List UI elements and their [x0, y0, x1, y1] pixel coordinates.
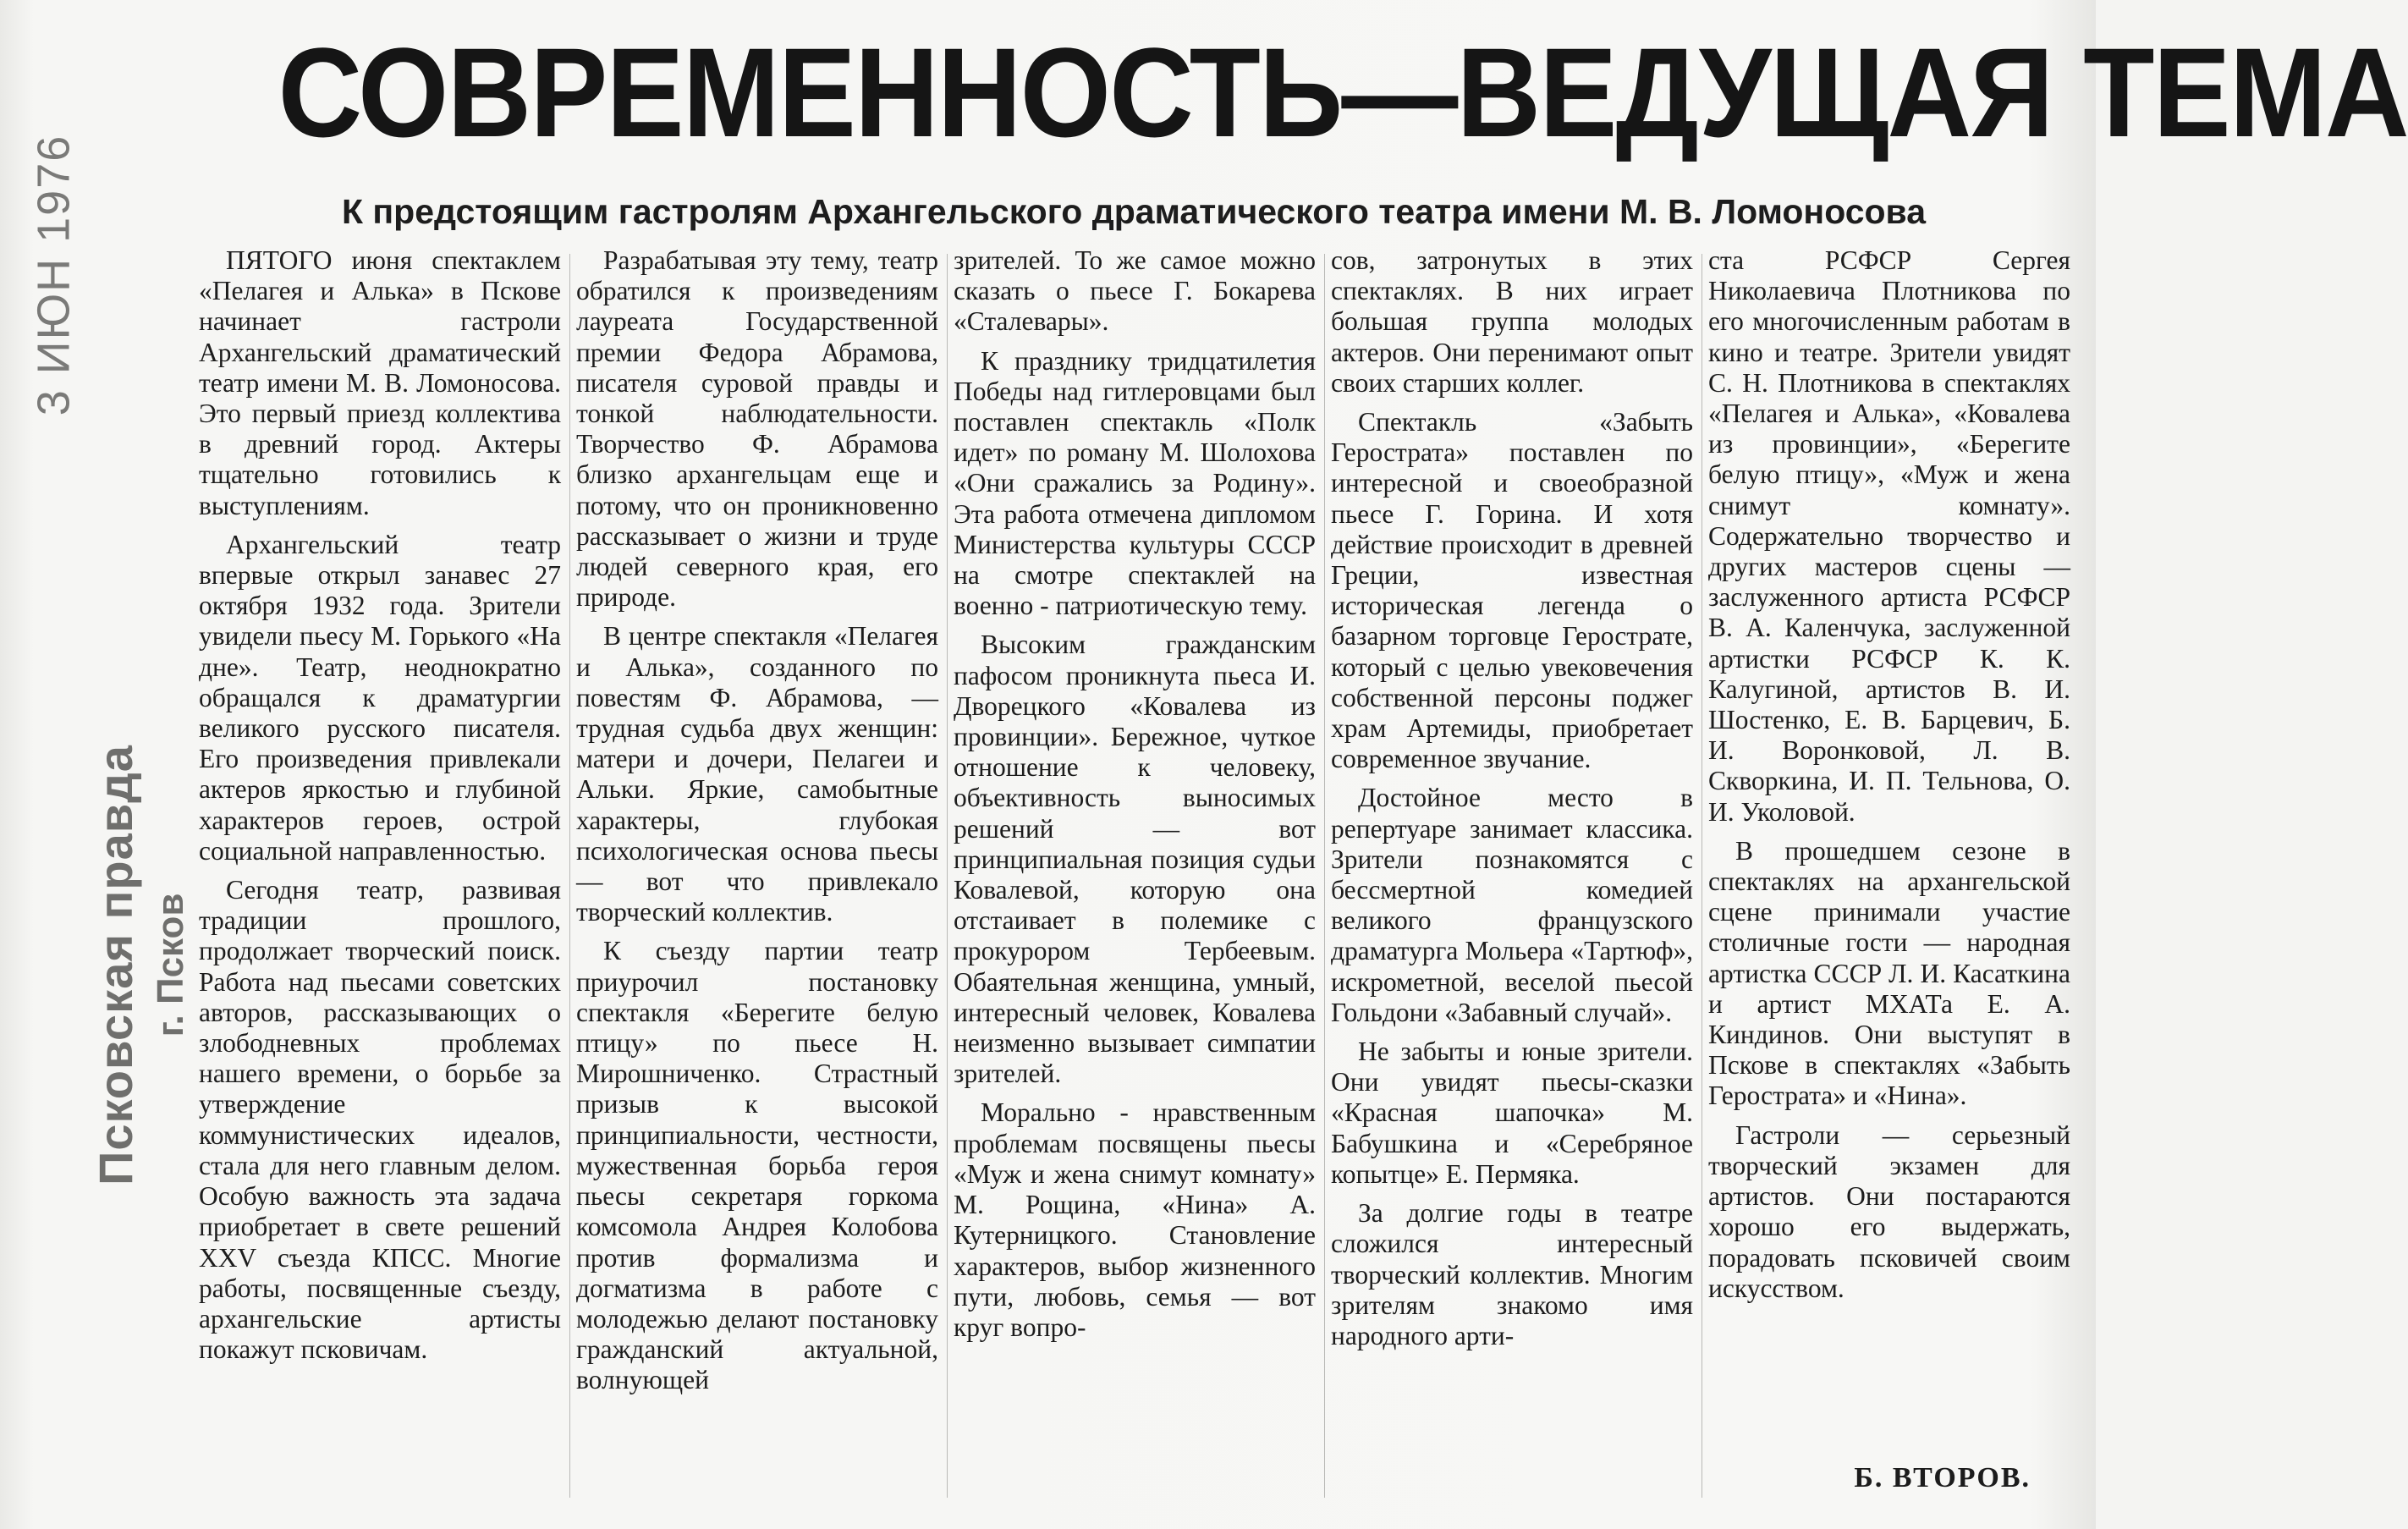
article-column-5: [1708, 245, 2070, 1506]
paragraph: Не забыты и юные зрители. Они увидят пьесы-сказки «Красная шапочка» М. Бабушкина и «Серебряное копытце» Е. Пермяка.: [1331, 1037, 1693, 1189]
paragraph: ПЯТОГО июня спектаклем «Пелагея и Алька» в Пскове начинает гастроли Архангельский драматический театр имени М. В. Ломоносова. Это первый приезд коллектива в древний город. Актеры тщательно готовились к выступлениям.: [199, 245, 561, 520]
article-column-2: [576, 245, 938, 1506]
article-author: Б. ВТОРОВ.: [1854, 1462, 2031, 1493]
paragraph: зрителей. То же самое можно сказать о пьесе Г. Бокарева «Сталевары».: [954, 245, 1316, 337]
source-city: г. Псков: [149, 893, 191, 1037]
paragraph: Высоким гражданским пафосом проникнута пьеса И. Дворецкого «Ковалева из провинции». Бережное, чуткое отношение к человеку, объективность выносимых решений — вот принципиальная позиция судьи Ковалевой, которую она отстаивает в полемике с прокурором Тербеевым. Обаятельная женщина, умный, интересный человек, Ковалева неизменно вызывает симпатии зрителей.: [954, 630, 1316, 1089]
paragraph: Гастроли — серьезный творческий экзамен для артистов. Они постараются хорошо его выдержать, порадовать псковичей своим искусством.: [1708, 1119, 2070, 1303]
article-body: [199, 245, 2073, 1515]
paragraph: К съезду партии театр приурочил постановку спектакля «Берегите белую птицу» по пьесе Н. Мирошниченко. Страстный призыв к высокой принципиальности, честности, мужественная борьба героя пьесы секретаря горкома комсомола Андрея Колобова против формализма и догматизма в работе с молодежью делают постановку гражданский актуальной, волнующей: [576, 936, 938, 1395]
date-stamp: [15, 76, 91, 474]
paragraph: ста РСФСР Сергея Николаевича Плотникова по его многочисленным работам в кино и театре. Зрители увидят С. Н. Плотникова в спектаклях «Пелагея и Алька», «Ковалева из провинции», «Берегите белую птицу», «Муж и жена снимут комнату». Содержательно творчество и других мастеров сцены — заслуженного артиста РСФСР В. А. Каленчука, заслуженной артистки РСФСР К. К. Калугиной, артистов В. И. Шостенко, Е. В. Барцевич, Б. И. Воронковой, Л. В. Скворкина, И. П. Тельнова, О. И. Уколовой.: [1708, 245, 2070, 827]
column-divider: [569, 254, 570, 1498]
column-divider: [947, 254, 948, 1498]
article-column-1: [199, 245, 561, 1506]
source-newspaper-name: Псковская правда: [88, 744, 142, 1185]
article-column-4: [1331, 245, 1693, 1506]
column-divider: [1324, 254, 1325, 1498]
paragraph: сов, затронутых в этих спектаклях. В них играет большая группа молодых актеров. Они перенимают опыт своих старших коллег.: [1331, 245, 1693, 398]
paragraph: Архангельский театр впервые открыл занавес 27 октября 1932 года. Зрители увидели пьесу М. Горького «На дне». Театр, неоднократно обращался к драматургии великого русского писателя. Его произведения привлекали актеров яркостью и глубиной характеров героев, острой социальной направленностью.: [199, 529, 561, 866]
paragraph: Достойное место в репертуаре занимает классика. Зрители познакомятся с бессмертной комедией великого французского драматурга Мольера «Тартюф», искрометной, веселой пьесой Гольдони «Забавный случай».: [1331, 783, 1693, 1027]
paragraph: К празднику тридцатилетия Победы над гитлеровцами был поставлен спектакль «Полк идет» по роману М. Шолохова «Они сражались за Родину». Эта работа отмечена дипломом Министерства культуры СССР на смотре спектаклей на военно - патриотическую тему.: [954, 345, 1316, 621]
paragraph: Спектакль «Забыть Герострата» поставлен по интересной и своеобразной пьесе Г. Горина. И хотя действие происходит в древней Греции, известная историческая легенда о базарном торговце Герострате, который с целью увековечения собственной персоны поджег храм Артемиды, приобретает современное звучание.: [1331, 407, 1693, 774]
article-headline: СОВРЕМЕННОСТЬ—ВЕДУЩАЯ ТЕМА: [278, 21, 2408, 163]
article-subheadline: К предстоящим гастролям Архангельского драматического театра имени М. В. Ломоносова: [341, 192, 1927, 231]
paragraph: Морально - нравственным проблемам посвящены пьесы «Муж и жена снимут комнату» М. Рощина, «Нина» А. Кутерницкого. Становление характеров, выбор жизненного пути, любовь, семья — вот круг вопро-: [954, 1097, 1316, 1342]
paragraph: Разрабатывая эту тему, театр обратился к произведениям лауреата Государственной премии Федора Абрамова, писателя суровой правды и тонкой наблюдательности. Творчество Ф. Абрамова близко архангельцам еще и потому, что он проникновенно рассказывает о жизни и труде людей северного края, его природе.: [576, 245, 938, 613]
paragraph: В центре спектакля «Пелагея и Алька», созданного по повестям Ф. Абрамова, — трудная судьба двух женщин: матери и дочери, Пелагеи и Альки. Яркие, самобытные характеры, глубокая психологическая основа пьесы — вот что привлекало творческий коллектив.: [576, 621, 938, 927]
article-column-3: [954, 245, 1316, 1506]
paragraph: За долгие годы в театре сложился интересный творческий коллектив. Многим зрителям знакомо имя народного арти-: [1331, 1198, 1693, 1350]
paragraph: В прошедшем сезоне в спектаклях на архангельской сцене принимали участие столичные гости — народная артистка СССР Л. И. Касаткина и артист МХАТа Е. А. Киндинов. Они выступят в Пскове в спектаклях «Забыть Герострата» и «Нина».: [1708, 835, 2070, 1111]
paragraph: Сегодня театр, развивая традиции прошлого, продолжает творческий поиск. Работа над пьесами советских авторов, рассказывающих о злободневных проблемах нашего времени, о борьбе за утверждение коммунистических идеалов, стала для него главным делом. Особую важность эта задача приобретает в свете решений XXV съезда КПСС. Многие работы, посвященные съезду, архангельские артисты покажут псковичам.: [199, 875, 561, 1365]
date-stamp-text: 3 ИЮН 1976: [28, 134, 79, 416]
